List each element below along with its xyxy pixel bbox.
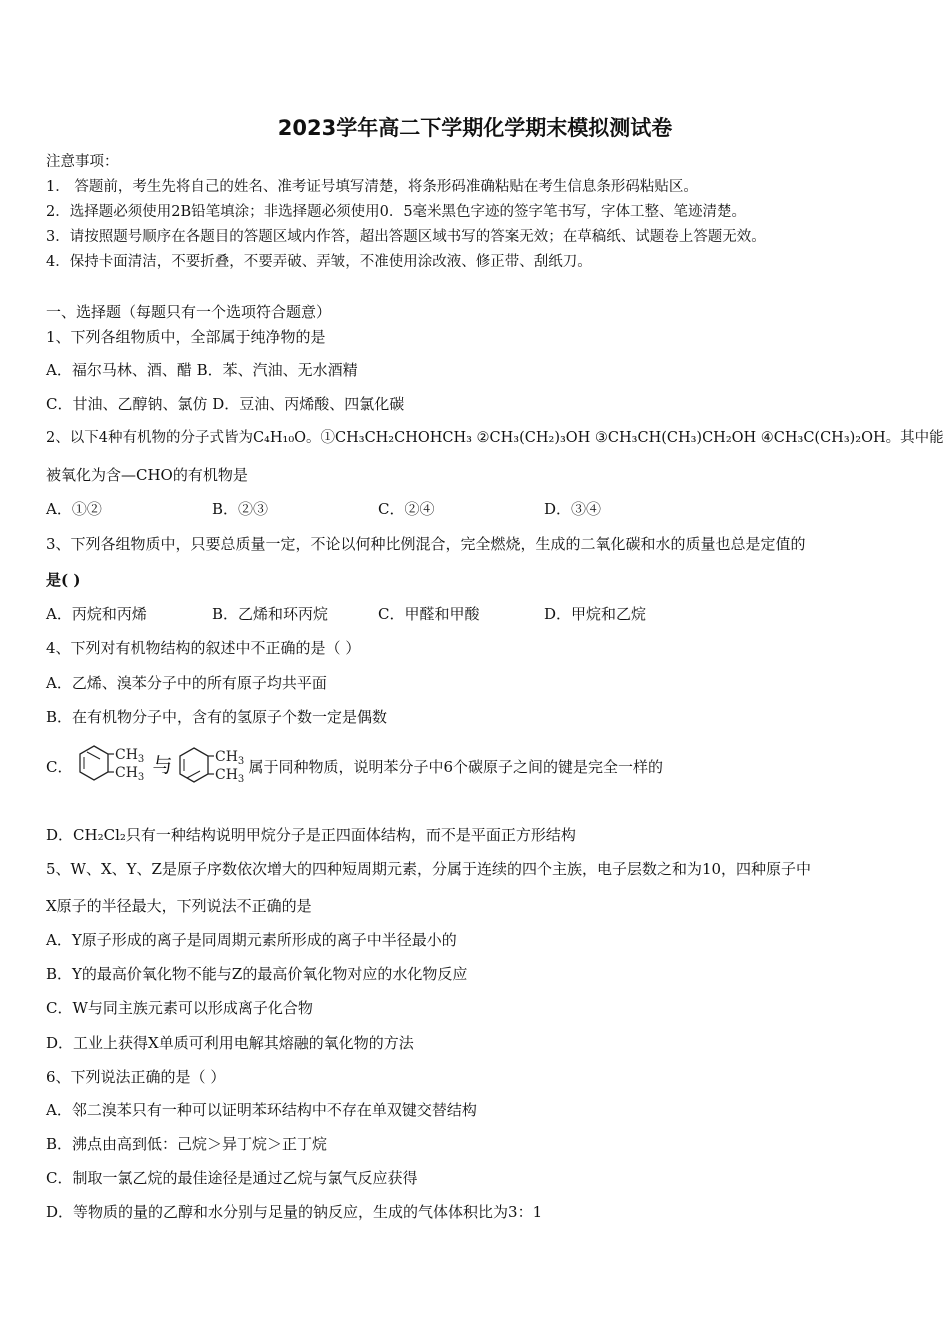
note-item: 3．请按照题号顺序在各题目的答题区域内作答，超出答题区域书写的答案无效；在草稿纸、试题卷上答题无效。 [46, 229, 766, 245]
ortho-xylene-structure [76, 743, 148, 793]
q6-option-a: A．邻二溴苯只有一种可以证明苯环结构中不存在单双键交替结构 [46, 1101, 477, 1119]
q3-option-d: D．甲烷和乙烷 [544, 605, 647, 623]
q4-option-b: B．在有机物分子中，含有的氢原子个数一定是偶数 [46, 708, 388, 726]
q3-options [46, 604, 646, 624]
section-heading: 一、选择题（每题只有一个选项符合题意） [46, 303, 332, 321]
q4-option-d: D．CH₂Cl₂只有一种结构说明甲烷分子是正四面体结构，而不是平面正方形结构 [46, 826, 576, 844]
ortho-xylene-structure-alt [176, 743, 248, 793]
q4-option-c [46, 740, 663, 790]
q5-stem-line2: X原子的半径最大，下列说法不正确的是 [46, 897, 312, 915]
svg-text:CH3: $CH_3$ [215, 767, 245, 785]
notes-heading: 注意事项： [46, 154, 119, 170]
q2-option-d: D．③④ [544, 500, 602, 518]
note-item: 4．保持卡面清洁，不要折叠，不要弄破、弄皱，不准使用涂改液、修正带、刮纸刀。 [46, 254, 592, 270]
q2-option-a: A．①② [46, 500, 102, 518]
q3-option-b: B．乙烯和环丙烷 [212, 605, 329, 623]
q2-option-c: C．②④ [378, 500, 435, 518]
q1-options-cd: C．甘油、乙醇钠、氯仿 D．豆油、丙烯酸、四氯化碳 [46, 395, 405, 413]
q4-option-c-text: 属于同种物质，说明苯分子中6个碳原子之间的键是完全一样的 [248, 758, 664, 776]
q6-option-c: C．制取一氯乙烷的最佳途径是通过乙烷与氯气反应获得 [46, 1169, 418, 1187]
svg-text:CH3: $CH_3$ [115, 765, 145, 783]
q4-option-c-label: C． [46, 758, 73, 776]
q1-options-ab: A．福尔马林、酒、醋 B．苯、汽油、无水酒精 [46, 361, 358, 379]
q4-stem: 4、下列对有机物结构的叙述中不正确的是（ ） [46, 639, 361, 657]
page-title: 2023学年高二下学期化学期末模拟测试卷 [277, 116, 673, 140]
q3-option-a: A．丙烷和丙烯 [46, 605, 147, 623]
q3-stem-line1: 3、下列各组物质中，只要总质量一定，不论以何种比例混合，完全燃烧，生成的二氧化碳和水的质量也总是定值的 [46, 535, 806, 553]
q5-option-b: B．Y的最高价氧化物不能与Z的最高价氧化物对应的水化物反应 [46, 965, 468, 983]
q2-options [46, 499, 601, 519]
and-glyph: 与 [152, 753, 173, 777]
inner-bond [87, 752, 100, 759]
q1-stem: 1、下列各组物质中，全部属于纯净物的是 [46, 328, 326, 346]
q5-option-a: A．Y原子形成的离子是同周期元素所形成的离子中半径最小的 [46, 931, 457, 949]
q3-stem-line2: 是( ) [46, 571, 81, 589]
q6-stem: 6、下列说法正确的是（ ） [46, 1068, 226, 1086]
svg-text:CH3: $CH_3$ [215, 749, 245, 767]
note-item: 1． 答题前，考生先将自己的姓名、准考证号填写清楚，将条形码准确粘贴在考生信息条形码粘贴区。 [46, 179, 698, 195]
q3-option-c: C．甲醛和甲酸 [378, 605, 480, 623]
q6-option-b: B．沸点由高到低：己烷＞异丁烷＞正丁烷 [46, 1135, 328, 1153]
q5-option-c: C．W与同主族元素可以形成离子化合物 [46, 999, 313, 1017]
q6-option-d: D．等物质的量的乙醇和水分别与足量的钠反应，生成的气体体积比为3：1 [46, 1203, 543, 1221]
q2-stem-line1: 2、以下4种有机物的分子式皆为C₄H₁₀O。①CH₃CH₂CHOHCH₃ ②CH₃(CH₂)₃OH ③CH₃CH(CH₃)CH₂OH ④CH₃C(CH₃)₂OH。其中能 [46, 430, 944, 446]
q2-stem-line2: 被氧化为含—CHO的有机物是 [46, 466, 248, 484]
q5-option-d: D．工业上获得X单质可利用电解其熔融的氧化物的方法 [46, 1034, 414, 1052]
q4-option-a: A．乙烯、溴苯分子中的所有原子均共平面 [46, 674, 327, 692]
q5-stem-line1: 5、W、X、Y、Z是原子序数依次增大的四种短周期元素，分属于连续的四个主族，电子层数之和为10，四种原子中 [46, 860, 812, 878]
q2-option-b: B．②③ [212, 500, 269, 518]
note-item: 2．选择题必须使用2B铅笔填涂；非选择题必须使用0．5毫米黑色字迹的签字笔书写，字体工整、笔迹清楚。 [46, 204, 747, 220]
svg-text:CH3: $CH_3$ [115, 747, 145, 765]
